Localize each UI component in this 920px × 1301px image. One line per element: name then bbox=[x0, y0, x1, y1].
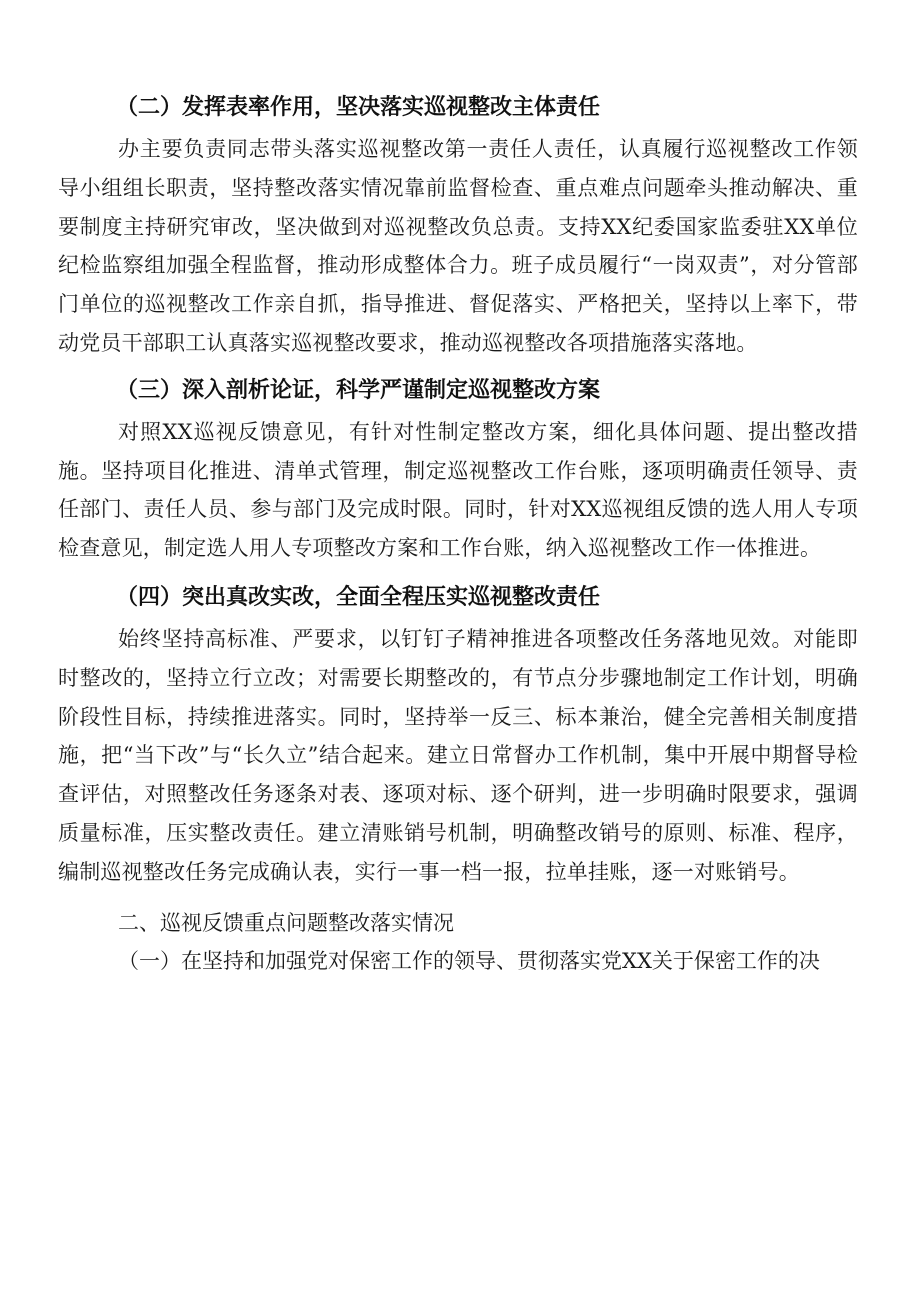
subsection-heading-1: （一）在坚持和加强党对保密工作的领导、贯彻落实党XX关于保密工作的决 bbox=[118, 949, 820, 974]
document-body bbox=[58, 90, 858, 981]
paragraph-2: 办主要负责同志带头落实巡视整改第一责任人责任，认真履行巡视整改工作领导小组组长职责，坚持整改落实情况靠前监督检查、重点难点问题牵头推动解决、重要制度主持研究审改，坚决做到对巡视整改负总责。支持XX纪委国家监委驻XX单位纪检监察组加强全程监督，推动形成整体合力。班子成员履行“一岗双责”，对分管部门单位的巡视整改工作亲自抓，指导推进、督促落实、严格把关，坚持以上率下，带动党员干部职工认真落实巡视整改要求，推动巡视整改各项措施落实落地。 bbox=[58, 137, 858, 355]
heading-3: （三）深入剖析论证，科学严谨制定巡视整改方案 bbox=[116, 377, 601, 403]
paragraph-4: 始终坚持高标准、严要求，以钉钉子精神推进各项整改任务落地见效。对能即时整改的，坚持立行立改；对需要长期整改的，有节点分步骤地制定工作计划，明确阶段性目标，持续推进落实。同时，坚持举一反三、标本兼治，健全完善相关制度措施，把“当下改”与“长久立”结合起来。建立日常督办工作机制，集中开展中期督导检查评估，对照整改任务逐条对表、逐项对标、逐个研判，进一步明确时限要求，强调质量标准，压实整改责任。建立清账销号机制，明确整改销号的原则、标准、程序，编制巡视整改任务完成确认表，实行一事一档一报，拉单挂账，逐一对账销号。 bbox=[58, 626, 858, 884]
section-heading-2: 二、巡视反馈重点问题整改落实情况 bbox=[118, 910, 454, 935]
heading-4: （四）突出真改实改，全面全程压实巡视整改责任 bbox=[116, 584, 601, 610]
paragraph-3: 对照XX巡视反馈意见，有针对性制定整改方案，细化具体问题、提出整改措施。坚持项目化推进、清单式管理，制定巡视整改工作台账，逐项明确责任领导、责任部门、责任人员、参与部门及完成时限。同时，针对XX巡视组反馈的选人用人专项检查意见，制定选人用人专项整改方案和工作台账，纳入巡视整改工作一体推进。 bbox=[58, 419, 858, 561]
heading-2: （二）发挥表率作用，坚决落实巡视整改主体责任 bbox=[116, 95, 601, 120]
